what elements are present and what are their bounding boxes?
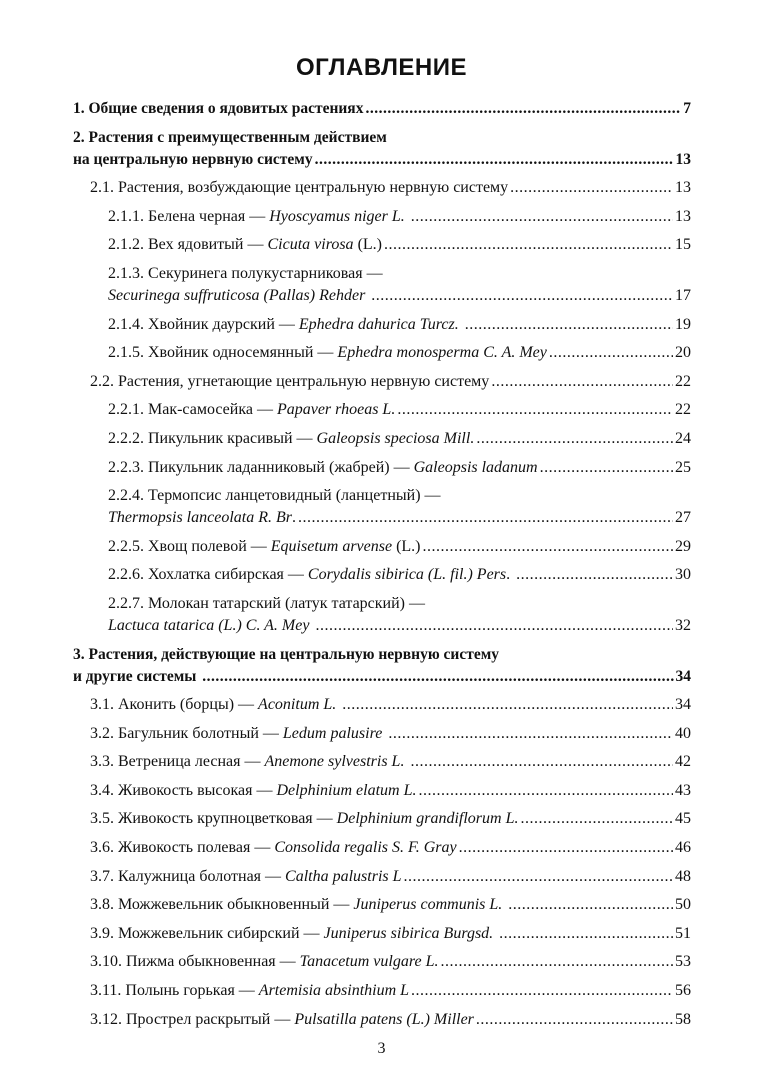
toc-entry-latin-name: Delphinium elatum L. bbox=[276, 781, 417, 799]
toc-entry-line bbox=[108, 564, 691, 586]
toc-entry-label bbox=[90, 371, 489, 393]
toc-entry-latin-name: Consolida regalis S. F. Gray bbox=[274, 839, 457, 857]
toc-entry-title: 3.11. Полынь горькая — bbox=[90, 982, 259, 1000]
toc-entry-label bbox=[90, 1009, 474, 1031]
toc-entry-label bbox=[90, 923, 497, 945]
dot-leader bbox=[202, 666, 673, 688]
dot-leader bbox=[384, 234, 673, 256]
toc-entry bbox=[73, 399, 691, 421]
toc-entry bbox=[73, 428, 691, 450]
toc-entry bbox=[73, 694, 691, 716]
toc-entry-line bbox=[90, 723, 691, 745]
toc-entry-title: 2.1.2. Вех ядовитый — bbox=[108, 236, 268, 254]
toc-page-number: 7 bbox=[683, 100, 691, 117]
toc-entry-label bbox=[108, 564, 514, 586]
toc-page-number: 20 bbox=[675, 344, 691, 362]
toc-entry bbox=[73, 457, 691, 479]
dot-leader bbox=[371, 285, 673, 307]
toc-entry-line bbox=[90, 951, 691, 973]
toc-entry-label bbox=[90, 694, 340, 716]
toc-entry-latin-name: Ephedra monosperma C. A. Mey bbox=[337, 344, 547, 362]
toc-entry-label bbox=[108, 507, 296, 529]
toc-entry-label bbox=[90, 980, 409, 1002]
toc-page-number: 24 bbox=[675, 429, 691, 447]
toc-entry-latin-name: Artemisia absinthium L bbox=[258, 982, 410, 1000]
toc-entry-latin-name: Tanacetum vulgare L. bbox=[299, 953, 439, 971]
toc-page-number: 34 bbox=[675, 696, 691, 714]
toc-entry-latin-name: Ephedra dahurica Turcz. bbox=[298, 315, 459, 333]
toc-page-number: 13 bbox=[675, 179, 691, 197]
toc-entry-latin-name: Caltha palustris L bbox=[285, 867, 402, 885]
toc-entry-title: 2.2.6. Хохлатка сибирская — bbox=[108, 566, 308, 584]
toc-entry-first-line: 2.2.7. Молокан татарский (латук татарский) — bbox=[108, 594, 426, 612]
dot-leader bbox=[476, 1009, 673, 1031]
toc-entry-label bbox=[90, 894, 506, 916]
dot-leader bbox=[520, 808, 673, 830]
toc-page-number: 43 bbox=[675, 781, 691, 799]
dot-leader bbox=[315, 149, 674, 171]
toc-entry-label bbox=[108, 457, 538, 479]
toc-entry-suffix bbox=[365, 287, 369, 304]
toc-page-number: 19 bbox=[675, 315, 691, 333]
toc-entry-latin-name: Galeopsis ladanum bbox=[413, 458, 538, 476]
toc-entry-line bbox=[108, 457, 691, 479]
toc-entry-latin-name: Aconitum L. bbox=[258, 696, 337, 714]
toc-entry-title: 2.1.4. Хвойник даурский — bbox=[108, 315, 299, 333]
toc-entry-suffix bbox=[309, 617, 313, 634]
toc-entry-title: 2.1.5. Хвойник односемянный — bbox=[108, 344, 338, 362]
toc-entry-label bbox=[90, 866, 402, 888]
toc-page-number: 53 bbox=[675, 953, 691, 971]
dot-leader bbox=[508, 894, 673, 916]
toc-entry bbox=[73, 837, 691, 859]
toc-entry bbox=[73, 866, 691, 888]
toc-entry bbox=[73, 751, 691, 773]
toc-entry-latin-name: Thermopsis lanceolata R. Br bbox=[108, 509, 292, 527]
toc-entry bbox=[73, 342, 691, 364]
toc-entry-label bbox=[108, 234, 382, 256]
dot-leader bbox=[476, 428, 673, 450]
toc-entry bbox=[73, 644, 691, 688]
toc-entry-latin-name: Juniperus sibirica Burgsd. bbox=[323, 924, 494, 942]
toc-entry-title: 2.2.1. Мак-самосейка — bbox=[108, 401, 277, 419]
toc-entry-latin-name: Delphinium grandiflorum L. bbox=[336, 810, 519, 828]
toc-entry-latin-name: Lactuca tatarica (L.) C. A. Mey bbox=[108, 616, 310, 634]
toc-entry-label bbox=[90, 723, 386, 745]
toc-entry bbox=[73, 314, 691, 336]
toc-entry bbox=[73, 234, 691, 256]
dot-leader bbox=[388, 723, 673, 745]
toc-entry-suffix: . bbox=[506, 566, 515, 584]
toc-entry-label bbox=[108, 342, 547, 364]
dot-leader bbox=[397, 399, 673, 421]
toc-entry-suffix bbox=[196, 668, 200, 685]
dot-leader bbox=[342, 694, 673, 716]
toc-page-number: 27 bbox=[675, 509, 691, 527]
dot-leader bbox=[411, 980, 673, 1002]
toc-entry bbox=[73, 723, 691, 745]
toc-entry-latin-name: Hyoscyamus niger L. bbox=[269, 207, 405, 225]
toc-page-number: 50 bbox=[675, 896, 691, 914]
toc-entry-latin-name: Juniperus communis L. bbox=[353, 896, 503, 914]
toc-page-number: 45 bbox=[675, 810, 691, 828]
toc-entry-label bbox=[108, 314, 463, 336]
toc-entry bbox=[73, 564, 691, 586]
dot-leader bbox=[315, 615, 673, 637]
toc-entry-latin-name: Corydalis sibirica (L. fil.) Pers bbox=[307, 566, 507, 584]
toc-entry-label bbox=[108, 206, 409, 228]
toc-page-number: 17 bbox=[675, 286, 691, 304]
toc-page-number: 46 bbox=[675, 839, 691, 857]
toc-entry-title: 2.1.1. Белена черная — bbox=[108, 207, 270, 225]
toc-entry-suffix: (L.) bbox=[392, 537, 421, 555]
toc-entry-label bbox=[90, 808, 518, 830]
toc-entry bbox=[73, 980, 691, 1002]
toc-entry-latin-name: Securinega suffruticosa (Pallas) Rehder bbox=[108, 286, 366, 304]
toc-entry-title: 3.12. Прострел раскрытый — bbox=[90, 1010, 295, 1028]
toc-entry-label bbox=[108, 399, 395, 421]
toc-entry-label bbox=[90, 951, 438, 973]
toc-entry bbox=[73, 263, 691, 307]
toc-entry-label bbox=[90, 751, 408, 773]
toc-entry-line bbox=[90, 1009, 691, 1031]
toc-page-number: 48 bbox=[675, 867, 691, 885]
dot-leader bbox=[516, 564, 673, 586]
toc-entry-latin-name: Equisetum arvense bbox=[270, 537, 393, 555]
toc-entry-line bbox=[108, 314, 691, 336]
toc-page-number: 30 bbox=[675, 566, 691, 584]
toc-page-number: 29 bbox=[675, 537, 691, 555]
toc-entry-line bbox=[73, 149, 691, 171]
toc-entry-line bbox=[73, 666, 691, 688]
dot-leader bbox=[540, 457, 673, 479]
dot-leader bbox=[510, 177, 673, 199]
toc-entry bbox=[73, 923, 691, 945]
toc-page-number: 13 bbox=[675, 150, 691, 168]
toc-entry-title: 3.9. Можжевельник сибирский — bbox=[90, 924, 324, 942]
toc-page-number: 34 bbox=[675, 667, 691, 685]
toc-entry-label bbox=[108, 428, 474, 450]
toc-entry-line bbox=[108, 536, 691, 558]
toc-entry-latin-name: Anemone sylvestris L. bbox=[264, 753, 405, 771]
toc-entry bbox=[73, 485, 691, 529]
toc-entry-title: 2.1. Растения, возбуждающие центральную нервную систему bbox=[90, 179, 509, 197]
toc-entry-line bbox=[90, 694, 691, 716]
toc-entry-title: на центральную нервную систему bbox=[73, 150, 313, 168]
toc-entry-label bbox=[90, 177, 508, 199]
toc-entry-title: 2.2.2. Пикульник красивый — bbox=[108, 429, 317, 447]
toc-entry-label bbox=[108, 536, 421, 558]
toc-entry-title: 3.6. Живокость полевая — bbox=[90, 839, 275, 857]
toc-entry-first-line: 2.1.3. Секуринега полукустарниковая — bbox=[108, 264, 383, 282]
toc-entry-title: 3.10. Пижма обыкновенная — bbox=[90, 953, 300, 971]
toc-entry-suffix bbox=[493, 925, 497, 942]
page-title: ОГЛАВЛЕНИЕ bbox=[295, 54, 468, 81]
toc-entry bbox=[73, 177, 691, 199]
toc-entry-suffix bbox=[336, 696, 340, 713]
dot-leader bbox=[419, 780, 674, 802]
toc-entry bbox=[73, 951, 691, 973]
toc-entry bbox=[73, 1009, 691, 1031]
toc-entry bbox=[73, 894, 691, 916]
toc-entry-title: 1. Общие сведения о ядовитых растениях bbox=[73, 100, 364, 117]
toc-entry-suffix: (L.) bbox=[353, 236, 382, 254]
toc-entry bbox=[73, 206, 691, 228]
toc-entry-line bbox=[90, 894, 691, 916]
toc-page-number: 58 bbox=[675, 1010, 691, 1028]
toc-entry-line bbox=[108, 342, 691, 364]
toc-entry-title: 3.3. Ветреница лесная — bbox=[90, 753, 265, 771]
toc-entry-suffix bbox=[405, 208, 409, 225]
dot-leader bbox=[365, 98, 681, 120]
toc-entry-line bbox=[108, 234, 691, 256]
toc-entry-title: 3.8. Можжевельник обыкновенный — bbox=[90, 896, 354, 914]
dot-leader bbox=[499, 923, 673, 945]
toc-entry-title: и другие системы bbox=[73, 667, 197, 685]
toc-entry-latin-name: Pulsatilla patens (L.) Miller bbox=[294, 1010, 474, 1028]
toc-entry-latin-name: Ledum palusire bbox=[282, 724, 383, 742]
toc-entry-label bbox=[90, 780, 417, 802]
dot-leader bbox=[410, 751, 673, 773]
dot-leader bbox=[491, 371, 673, 393]
toc-entry-label bbox=[108, 285, 369, 307]
toc-entry-suffix bbox=[382, 725, 386, 742]
toc-entry-line bbox=[90, 751, 691, 773]
toc-entry-title: 2.2.5. Хвощ полевой — bbox=[108, 537, 271, 555]
toc-page-number: 25 bbox=[675, 458, 691, 476]
toc-entry-first-line: 2. Растения с преимущественным действием bbox=[73, 128, 387, 146]
toc-page-number: 22 bbox=[675, 401, 691, 419]
toc-entry-line bbox=[90, 837, 691, 859]
toc-entry-line bbox=[108, 285, 691, 307]
toc-entry-title: 3.7. Калужница болотная — bbox=[90, 867, 286, 885]
toc-entry-title: 3.1. Аконить (борцы) — bbox=[90, 696, 259, 714]
toc-entry bbox=[73, 593, 691, 637]
dot-leader bbox=[465, 314, 673, 336]
toc-entry-label bbox=[73, 149, 313, 171]
toc-entry-line bbox=[108, 399, 691, 421]
toc-entry bbox=[73, 98, 691, 120]
toc-entry-title: 2.2.3. Пикульник ладанниковый (жабрей) — bbox=[108, 458, 414, 476]
toc-entry-title: 3.5. Живокость крупноцветковая — bbox=[90, 810, 337, 828]
toc-entry-suffix: . bbox=[292, 509, 296, 527]
toc-entry-suffix bbox=[404, 753, 408, 770]
toc-entry bbox=[73, 371, 691, 393]
toc-entry-line bbox=[108, 507, 691, 529]
toc-page-number: 32 bbox=[675, 616, 691, 634]
toc-entry-label bbox=[90, 837, 457, 859]
toc-entry-first-line: 2.2.4. Термопсис ланцетовидный (ланцетный) — bbox=[108, 487, 441, 505]
toc-entry-label bbox=[73, 98, 363, 120]
toc-entry-line bbox=[90, 177, 691, 199]
toc-entry-line bbox=[90, 923, 691, 945]
toc-entry-label bbox=[108, 615, 313, 637]
toc-entry-line bbox=[90, 808, 691, 830]
toc-page-number: 56 bbox=[675, 982, 691, 1000]
toc-entry-first-line: 3. Растения, действующие на центральную нервную систему bbox=[73, 645, 500, 663]
toc-page-number: 51 bbox=[675, 924, 691, 942]
toc-entry bbox=[73, 780, 691, 802]
toc-entry-line bbox=[90, 780, 691, 802]
dot-leader bbox=[440, 951, 673, 973]
dot-leader bbox=[404, 866, 673, 888]
toc-entry-line bbox=[108, 615, 691, 637]
toc-page-number: 42 bbox=[675, 753, 691, 771]
toc-page-number: 40 bbox=[675, 724, 691, 742]
toc-entry bbox=[73, 808, 691, 830]
dot-leader bbox=[423, 536, 673, 558]
toc-entry-label bbox=[73, 666, 200, 688]
toc-entry-line bbox=[90, 980, 691, 1002]
dot-leader bbox=[459, 837, 673, 859]
table-of-contents bbox=[73, 98, 691, 1037]
page-number: 3 bbox=[377, 1040, 386, 1057]
toc-entry-title: 3.4. Живокость высокая — bbox=[90, 781, 277, 799]
toc-entry-suffix bbox=[502, 896, 506, 913]
toc-entry-title: 2.2. Растения, угнетающие центральную нервную систему bbox=[90, 372, 490, 390]
toc-entry-suffix bbox=[459, 316, 463, 333]
dot-leader bbox=[298, 507, 673, 529]
toc-entry-line bbox=[90, 866, 691, 888]
toc-entry-latin-name: Galeopsis speciosa Mill. bbox=[316, 429, 475, 447]
dot-leader bbox=[549, 342, 673, 364]
toc-entry-latin-name: Papaver rhoeas L. bbox=[276, 401, 396, 419]
toc-entry-latin-name: Cicuta virosa bbox=[267, 236, 354, 254]
toc-entry-line bbox=[108, 428, 691, 450]
toc-page-number: 15 bbox=[675, 236, 691, 254]
toc-entry-title: 3.2. Багульник болотный — bbox=[90, 724, 283, 742]
toc-entry-line bbox=[108, 206, 691, 228]
toc-entry-line bbox=[73, 98, 691, 120]
toc-page-number: 13 bbox=[675, 207, 691, 225]
toc-entry-line bbox=[90, 371, 691, 393]
toc-entry bbox=[73, 127, 691, 171]
toc-page-number: 22 bbox=[675, 372, 691, 390]
toc-entry bbox=[73, 536, 691, 558]
dot-leader bbox=[411, 206, 673, 228]
